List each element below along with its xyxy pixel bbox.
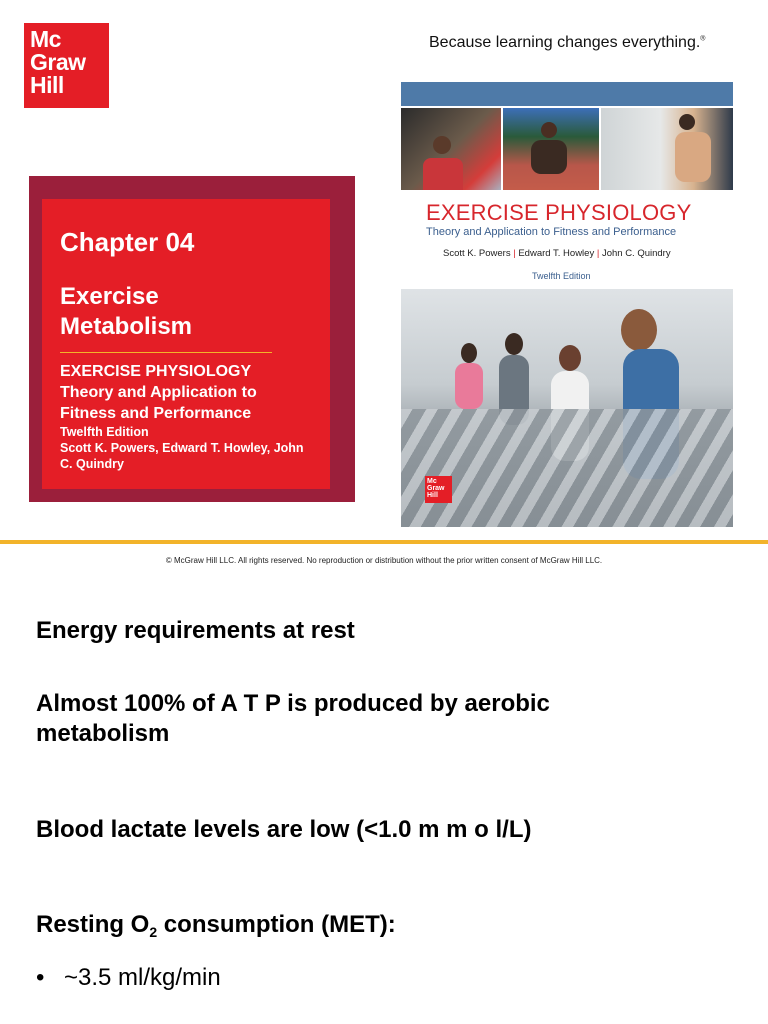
text-atp-aerobic: Almost 100% of A T P is produced by aerobic metabolism [36, 690, 550, 747]
tagline-text: Because learning changes everything. [429, 34, 701, 51]
cover-author-2: Edward T. Howley [518, 248, 595, 259]
text-resting-o2 [36, 910, 396, 947]
cover-photo-sprinter [503, 108, 599, 190]
cover-author-3: John C. Quindry [601, 248, 671, 259]
text-blood-lactate: Blood lactate levels are low (<1.0 m m o l/L) [36, 816, 532, 843]
logo-line-2: Graw [30, 49, 86, 75]
cover-photo-weightlifter [401, 108, 501, 190]
cover-photo-treadmill-test [601, 108, 733, 190]
book-authors: Scott K. Powers, Edward T. Howley, John C. Quindry [60, 441, 304, 471]
consumption-label: consumption (MET): [157, 911, 396, 938]
bullet-text: ~3.5 ml/kg/min [64, 964, 221, 991]
cover-authors [443, 248, 671, 259]
cover-author-separator: | [596, 248, 600, 259]
logo-line-1: Mc [30, 26, 61, 52]
book-title: EXERCISE PHYSIOLOGY [60, 363, 252, 380]
o2-subscript: 2 [149, 924, 158, 940]
chapter-title-panel [42, 199, 330, 489]
chapter-subtitle: Exercise Metabolism [60, 283, 193, 340]
cover-top-band [401, 82, 733, 106]
o2-label: Resting O [36, 911, 150, 938]
tagline [429, 34, 705, 52]
cover-mcgraw-hill-logo [425, 476, 452, 503]
text-energy-requirements: Energy requirements at rest [36, 617, 355, 644]
cover-photo-treadmill-runners [401, 289, 733, 527]
cover-logo-line-3: Hill [427, 492, 438, 499]
registered-mark: ® [700, 35, 706, 43]
mcgraw-hill-logo [24, 23, 109, 108]
book-cover-image [401, 82, 733, 527]
chapter-divider [60, 352, 272, 353]
cover-author-1: Scott K. Powers [443, 248, 511, 259]
bullet-item [36, 964, 221, 992]
chapter-title-card [29, 176, 355, 502]
gold-divider [0, 540, 768, 544]
bullet-dot: • [36, 964, 45, 991]
cover-logo-line-2: Graw [427, 485, 445, 492]
cover-author-separator: | [513, 248, 516, 259]
cover-logo-line-1: Mc [427, 478, 437, 485]
logo-line-3: Hill [30, 72, 64, 98]
cover-subtitle: Theory and Application to Fitness and Performance [426, 226, 677, 238]
cover-edition: Twelfth Edition [532, 271, 591, 281]
chapter-number: Chapter 04 [60, 227, 195, 257]
book-edition: Twelfth Edition [60, 425, 149, 439]
book-subtitle: Theory and Application to Fitness and Performance [60, 384, 257, 422]
copyright-notice: © McGraw Hill LLC. All rights reserved. No reproduction or distribution without the prior written consent of McGraw Hill LLC. [165, 556, 603, 565]
cover-title: EXERCISE PHYSIOLOGY [426, 200, 692, 225]
